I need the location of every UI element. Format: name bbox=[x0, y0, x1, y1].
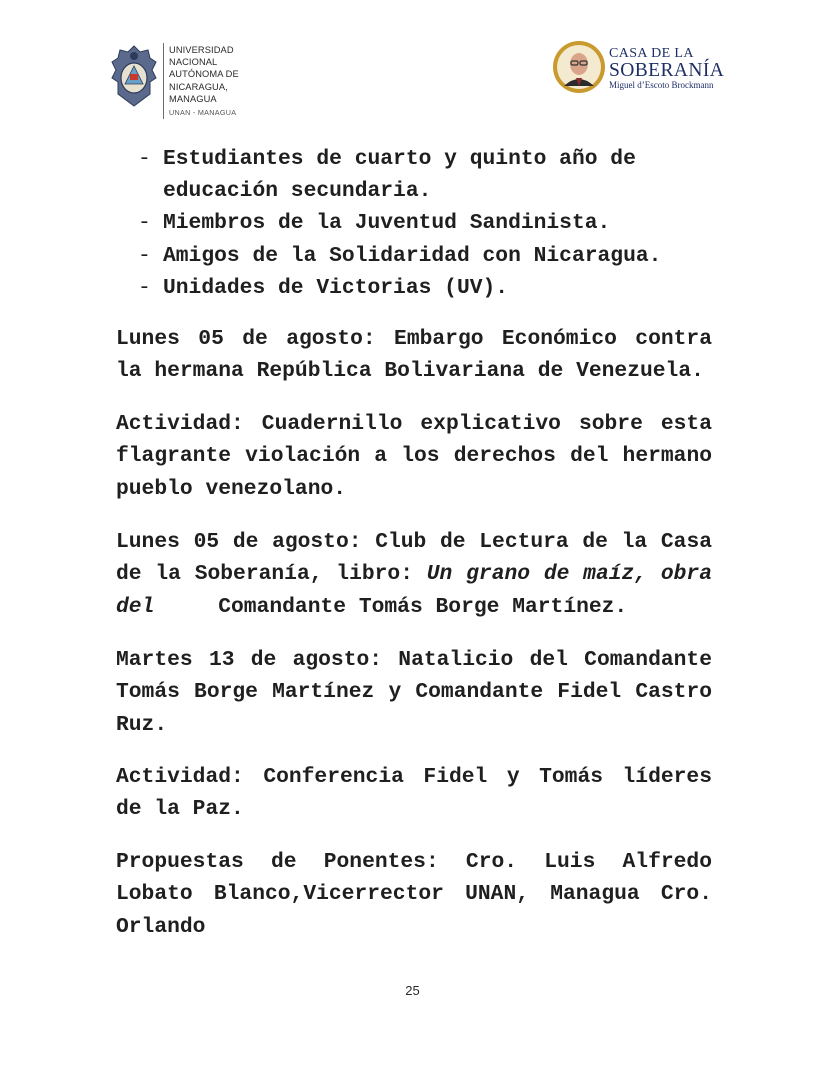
list-item bbox=[138, 272, 718, 304]
page-number: 25 bbox=[405, 983, 420, 998]
book-title: Un grano de maíz, obra del bbox=[116, 562, 712, 619]
portrait-seal-icon bbox=[552, 40, 606, 94]
unan-line: NACIONAL bbox=[169, 57, 218, 68]
paragraph-cuadernillo: Actividad: Cuadernillo explicativo sobre esta flagrante violación a los derechos del hermano pueblo venezolano. bbox=[116, 412, 712, 501]
list-item-text: Miembros de la Juventud Sandinista. bbox=[163, 211, 611, 236]
casa-line-1: CASA DE LA bbox=[609, 46, 694, 61]
paragraph-embargo: Lunes 05 de agosto: Embargo Económico contra la hermana República Bolivariana de Venezuela. bbox=[116, 327, 712, 384]
unan-shield-icon bbox=[110, 44, 158, 110]
bullet-dash: - bbox=[138, 147, 151, 171]
list-item bbox=[138, 207, 718, 239]
unan-wordmark bbox=[169, 44, 239, 119]
list-item-text: Unidades de Victorias (UV). bbox=[163, 275, 509, 300]
casa-wordmark bbox=[609, 46, 724, 91]
casa-line-3: Miguel d’Escoto Brockmann bbox=[609, 80, 714, 90]
list-item bbox=[138, 240, 718, 272]
participants-list bbox=[138, 143, 718, 304]
paragraph-natalicio: Martes 13 de agosto: Natalicio del Comandante Tomás Borge Martínez y Comandante Fidel Castro Ruz. bbox=[116, 648, 712, 737]
bullet-dash: - bbox=[138, 275, 151, 300]
unan-line: AUTÓNOMA DE bbox=[169, 69, 239, 80]
paragraph-ponentes: Propuestas de Ponentes: Cro. Luis Alfredo Lobato Blanco,Vicerrector UNAN, Managua Cro. Orlando bbox=[116, 850, 712, 939]
casa-line-2: SOBERANÍA bbox=[609, 60, 725, 81]
unan-line: UNIVERSIDAD bbox=[169, 45, 234, 55]
paragraph-text: Comandante Tomás Borge Martínez. bbox=[218, 594, 628, 619]
casa-soberania-logo bbox=[552, 40, 606, 94]
list-item-text: Amigos de la Solidaridad con Nicaragua. bbox=[163, 243, 662, 268]
list-item-text: Estudiantes de cuarto y quinto año de educación secundaria. bbox=[163, 147, 636, 204]
unan-line: NICARAGUA, bbox=[169, 81, 228, 92]
unan-line: MANAGUA bbox=[169, 93, 217, 104]
list-item bbox=[138, 143, 718, 207]
paragraph-text: Lunes 05 de agosto: Club de Lectura de la Casa de la Soberanía, libro: bbox=[116, 530, 712, 587]
bullet-dash: - bbox=[138, 243, 151, 268]
paragraph-club-lectura bbox=[116, 526, 712, 623]
header-divider bbox=[163, 43, 164, 119]
unan-logo bbox=[110, 44, 158, 110]
unan-subtitle: UNAN - MANAGUA bbox=[169, 108, 237, 118]
paragraph-conferencia: Actividad: Conferencia Fidel y Tomás líderes de la Paz. bbox=[116, 765, 712, 822]
bullet-dash: - bbox=[138, 211, 151, 236]
